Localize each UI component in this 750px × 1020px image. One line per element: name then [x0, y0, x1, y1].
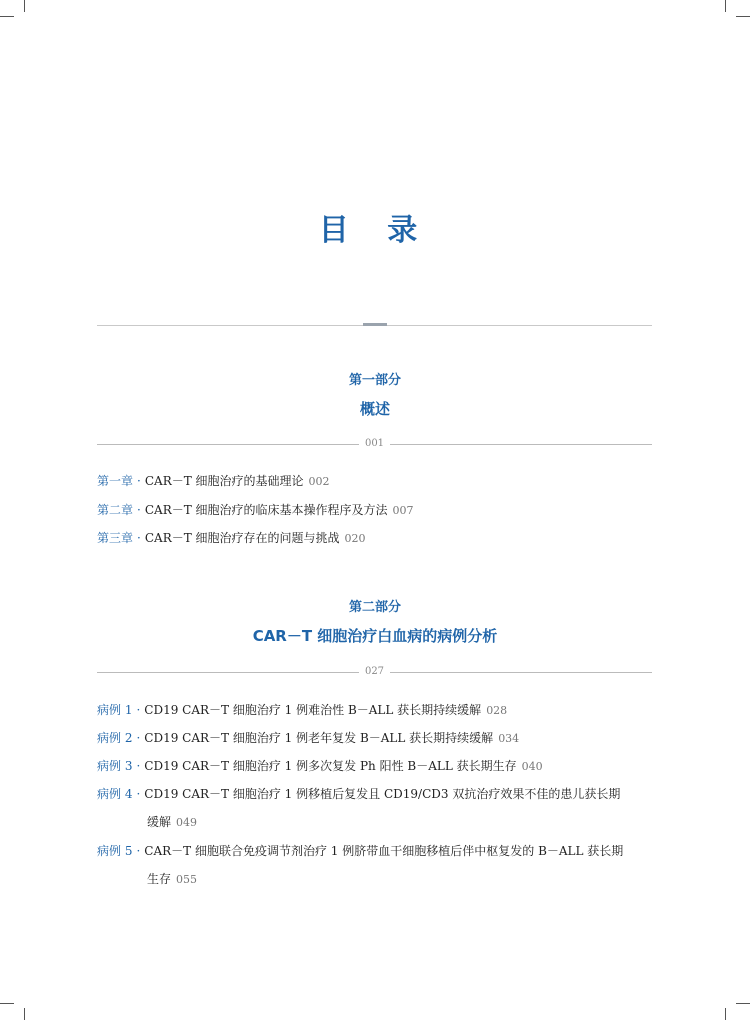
- crop-mark-tl-h: [0, 16, 14, 17]
- part-1-page-number: 001: [359, 438, 390, 449]
- toc-entry-case-5[interactable]: 病例 5 · CAR－T 细胞联合免疫调节剂治疗 1 例脐带血干细胞移植后伴中枢复发的 B－ALL 获长期 生存 055: [97, 844, 624, 886]
- page-number: 002: [308, 475, 330, 488]
- page-title: 目 录: [318, 213, 432, 248]
- toc-entry-case-3[interactable]: 病例 3 · CD19 CAR－T 细胞治疗 1 例多次复发 Ph 阳性 B－ALL 获长期生存 040: [97, 759, 543, 773]
- crop-mark-br-h: [736, 1003, 750, 1004]
- crop-mark-bl-h: [0, 1003, 14, 1004]
- part-1-page-rule: [97, 437, 652, 451]
- part-2-label: 第二部分: [348, 600, 401, 615]
- part-2-page-number: 027: [359, 666, 390, 677]
- page-number: 028: [486, 704, 508, 717]
- toc-entry-chapter-3[interactable]: 第三章 · CAR－T 细胞治疗存在的问题与挑战 020: [97, 531, 366, 545]
- crop-mark-tr-v: [725, 0, 726, 12]
- toc-entry-case-4[interactable]: 病例 4 · CD19 CAR－T 细胞治疗 1 例移植后复发且 CD19/CD3 双抗治疗效果不佳的患儿获长期 缓解 049: [97, 787, 621, 829]
- part-1-title: 概述: [359, 400, 390, 418]
- crop-mark-tl-v: [24, 0, 25, 12]
- title-separator-mark: [363, 323, 387, 326]
- toc-entry-chapter-2[interactable]: 第二章 · CAR－T 细胞治疗的临床基本操作程序及方法 007: [97, 503, 414, 517]
- toc-entry-case-2[interactable]: 病例 2 · CD19 CAR－T 细胞治疗 1 例老年复发 B－ALL 获长期持续缓解 034: [97, 731, 520, 745]
- crop-mark-br-v: [725, 1008, 726, 1020]
- toc-entry-chapter-1[interactable]: 第一章 · CAR－T 细胞治疗的基础理论 002: [97, 474, 330, 488]
- page-number: 020: [344, 532, 366, 545]
- toc-entry-case-1[interactable]: 病例 1 · CD19 CAR－T 细胞治疗 1 例难治性 B－ALL 获长期持续缓解 028: [97, 703, 508, 717]
- part-2-title: CAR－T 细胞治疗白血病的病例分析: [252, 627, 498, 645]
- crop-mark-tr-h: [736, 16, 750, 17]
- part-1-label: 第一部分: [348, 373, 401, 388]
- page-number: 007: [392, 504, 414, 517]
- page-number: 055: [176, 873, 198, 886]
- page-number: 049: [176, 816, 198, 829]
- crop-mark-bl-v: [24, 1008, 25, 1020]
- page-number: 034: [498, 732, 520, 745]
- page-number: 040: [521, 760, 543, 773]
- part-2-page-rule: [97, 665, 652, 679]
